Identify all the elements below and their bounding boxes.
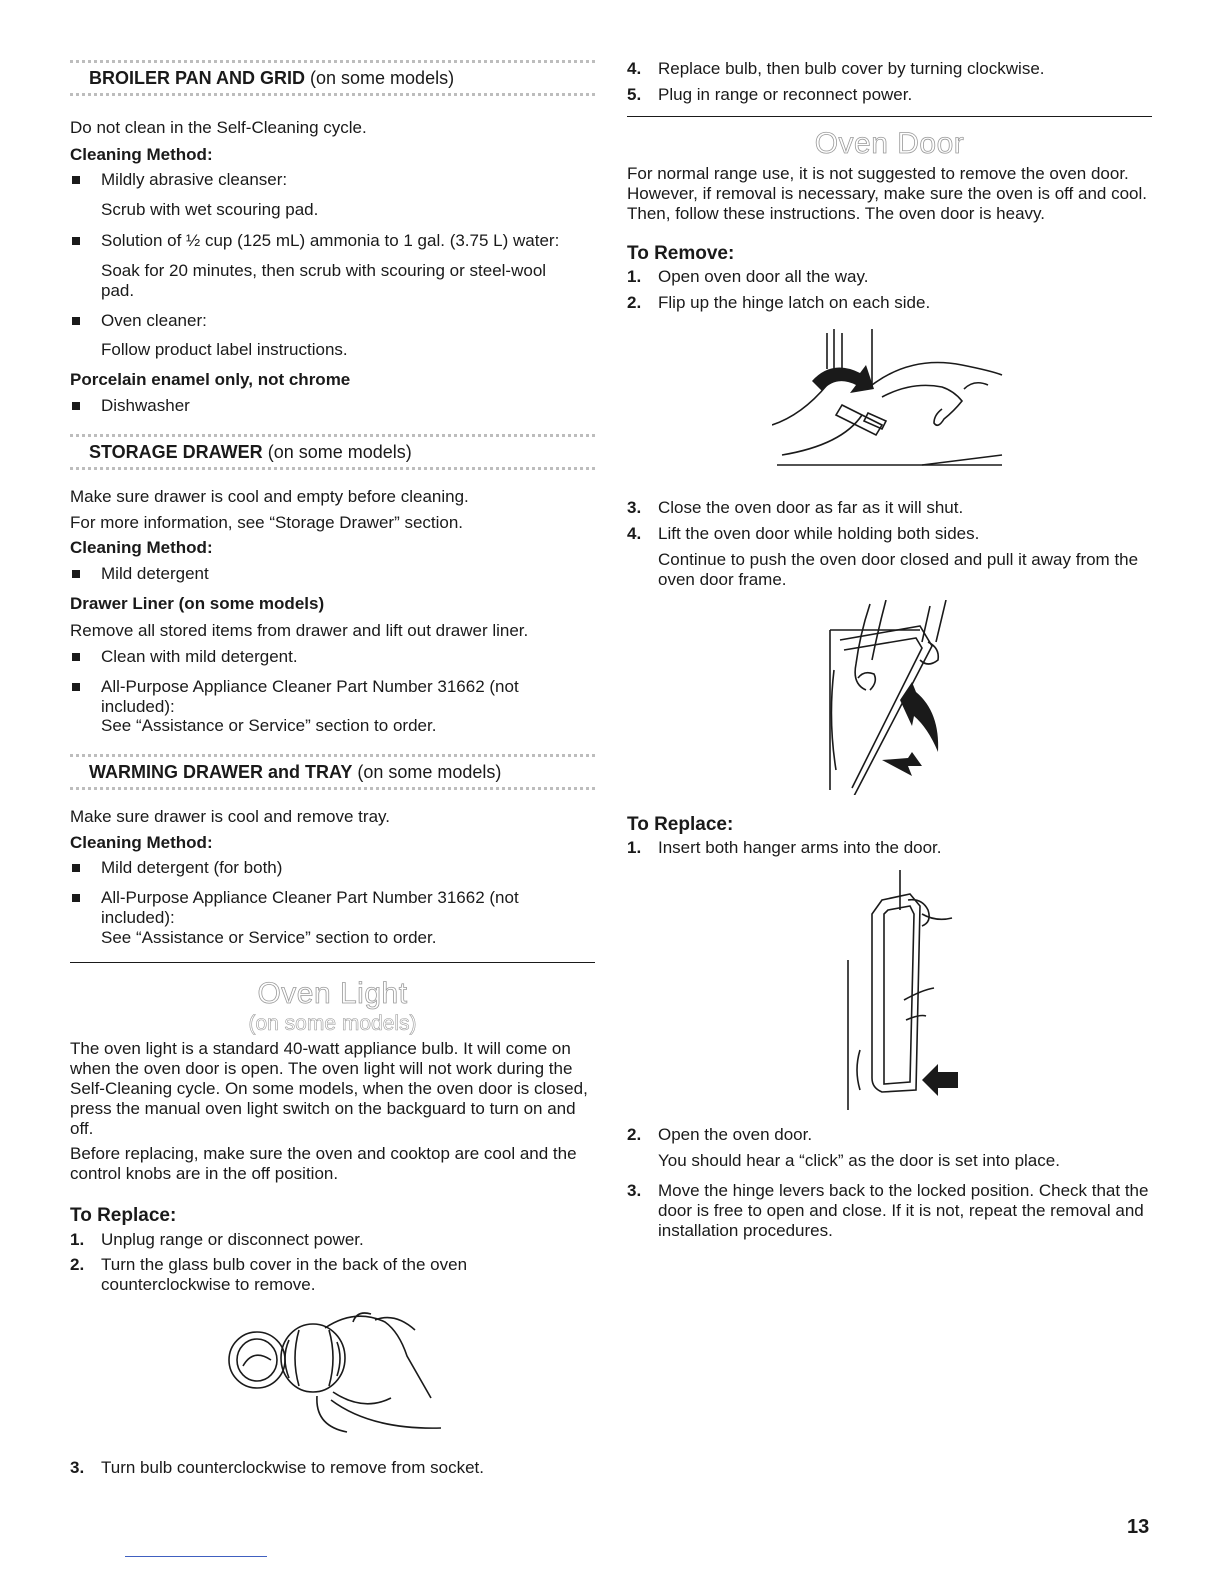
- step-detail: Continue to push the oven door closed and pull it away from the oven door frame.: [658, 550, 1139, 589]
- broiler-title: BROILER PAN AND GRID: [89, 68, 305, 88]
- step-item: [627, 498, 1152, 518]
- list-item: Clean with mild detergent.: [70, 647, 595, 667]
- oven-light-title: Oven Light: [257, 977, 408, 1010]
- storage-intro-2: For more information, see “Storage Drawer” section.: [70, 513, 464, 532]
- porcelain-label: Porcelain enamel only, not chrome: [70, 370, 351, 389]
- step-item: [627, 1181, 1152, 1241]
- storage-section-header: [70, 434, 595, 470]
- insert-hanger-illustration: [842, 870, 962, 1115]
- list-item-detail: Soak for 20 minutes, then scrub with scouring or steel-wool pad.: [101, 261, 547, 300]
- list-item-detail: See “Assistance or Service” section to order.: [101, 928, 437, 947]
- oven-light-subtitle: (on some models): [248, 1012, 417, 1035]
- bulb-cover-illustration: [225, 1300, 525, 1440]
- list-item: Mild detergent: [70, 564, 595, 584]
- section-divider: [70, 962, 595, 963]
- step-number: 1.: [627, 838, 642, 857]
- step-text: Unplug range or disconnect power.: [101, 1230, 364, 1249]
- step-item: [627, 838, 1152, 858]
- step-text: Open oven door all the way.: [658, 267, 869, 286]
- storage-method-label: Cleaning Method:: [70, 538, 213, 557]
- step-text: Turn bulb counterclockwise to remove from socket.: [101, 1458, 484, 1477]
- page-number: 13: [1127, 1516, 1150, 1538]
- warming-method-label: Cleaning Method:: [70, 833, 213, 852]
- step-item: [627, 267, 1152, 287]
- list-item-detail: Scrub with wet scouring pad.: [101, 200, 319, 219]
- step-item: [70, 1458, 595, 1478]
- step-number: 5.: [627, 85, 642, 104]
- list-item-detail: See “Assistance or Service” section to order.: [101, 716, 437, 735]
- step-item: [70, 1255, 521, 1295]
- footer-rule: [125, 1556, 267, 1557]
- list-item: Dishwasher: [70, 396, 595, 416]
- drawer-liner-label: Drawer Liner (on some models): [70, 594, 325, 613]
- step-number: 1.: [627, 267, 642, 286]
- step-number: 3.: [70, 1458, 85, 1477]
- broiler-section-header: [70, 60, 595, 96]
- step-detail: You should hear a “click” as the door is set into place.: [658, 1151, 1060, 1170]
- lift-door-illustration: [822, 600, 967, 795]
- broiler-method-label: Cleaning Method:: [70, 145, 213, 164]
- oven-door-title: Oven Door: [814, 127, 965, 160]
- broiler-intro: Do not clean in the Self-Cleaning cycle.: [70, 118, 367, 137]
- step-item: [70, 1230, 595, 1250]
- list-item: All-Purpose Appliance Cleaner Part Number 31662 (not included):: [70, 888, 556, 928]
- list-item: Mild detergent (for both): [70, 858, 595, 878]
- step-number: 2.: [627, 293, 642, 312]
- oven-door-replace-label: To Replace:: [627, 814, 734, 835]
- oven-light-para-1: The oven light is a standard 40-watt appliance bulb. It will come on when the oven door is open. The oven light will not work during the Self-Cleaning cycle. On some models, when the oven door is closed, press the manual oven light switch on the backguard to turn on and off.: [70, 1039, 588, 1138]
- hinge-latch-illustration: [772, 325, 1012, 475]
- step-text: Open the oven door.: [658, 1125, 813, 1144]
- section-divider: [627, 116, 1152, 117]
- list-item: Mildly abrasive cleanser:: [70, 170, 595, 190]
- list-item-detail: Follow product label instructions.: [101, 340, 348, 359]
- step-text: Move the hinge levers back to the locked position. Check that the door is free to open and close. If it is not, repeat the removal and installation procedures.: [658, 1181, 1149, 1240]
- oven-door-remove-label: To Remove:: [627, 243, 735, 264]
- step-item: [627, 1125, 1152, 1145]
- step-text: Replace bulb, then bulb cover by turning clockwise.: [658, 59, 1045, 78]
- oven-light-replace-label: To Replace:: [70, 1205, 177, 1226]
- step-text: Lift the oven door while holding both sides.: [658, 524, 980, 543]
- step-item: [627, 85, 1152, 105]
- list-item: Solution of ½ cup (125 mL) ammonia to 1 gal. (3.75 L) water:: [70, 231, 595, 251]
- step-text: Plug in range or reconnect power.: [658, 85, 913, 104]
- warming-qualifier: (on some models): [357, 762, 502, 782]
- step-item: [627, 293, 1152, 313]
- step-number: 1.: [70, 1230, 85, 1249]
- oven-light-para-2: Before replacing, make sure the oven and cooktop are cool and the control knobs are in the off position.: [70, 1144, 577, 1183]
- step-item: [627, 59, 1152, 79]
- list-item: Oven cleaner:: [70, 311, 595, 331]
- step-number: 3.: [627, 1181, 642, 1200]
- storage-title: STORAGE DRAWER: [89, 442, 263, 462]
- step-text: Flip up the hinge latch on each side.: [658, 293, 931, 312]
- step-number: 2.: [70, 1255, 85, 1274]
- warming-intro: Make sure drawer is cool and remove tray.: [70, 807, 390, 826]
- step-text: Close the oven door as far as it will shut.: [658, 498, 964, 517]
- drawer-liner-intro: Remove all stored items from drawer and lift out drawer liner.: [70, 621, 529, 640]
- step-text: Insert both hanger arms into the door.: [658, 838, 942, 857]
- storage-intro-1: Make sure drawer is cool and empty before cleaning.: [70, 487, 469, 506]
- warming-section-header: [70, 754, 595, 790]
- oven-door-intro: For normal range use, it is not suggested to remove the oven door. However, if removal is necessary, make sure the oven is off and cool. Then, follow these instructions. The oven door is heavy.: [627, 164, 1148, 223]
- broiler-qualifier: (on some models): [310, 68, 455, 88]
- step-number: 4.: [627, 524, 642, 543]
- list-item: All-Purpose Appliance Cleaner Part Number 31662 (not included):: [70, 677, 556, 717]
- step-item: [627, 524, 1152, 544]
- storage-qualifier: (on some models): [267, 442, 412, 462]
- warming-title: WARMING DRAWER and TRAY: [89, 762, 353, 782]
- step-text: Turn the glass bulb cover in the back of the oven counterclockwise to remove.: [101, 1255, 468, 1294]
- step-number: 4.: [627, 59, 642, 78]
- step-number: 2.: [627, 1125, 642, 1144]
- step-number: 3.: [627, 498, 642, 517]
